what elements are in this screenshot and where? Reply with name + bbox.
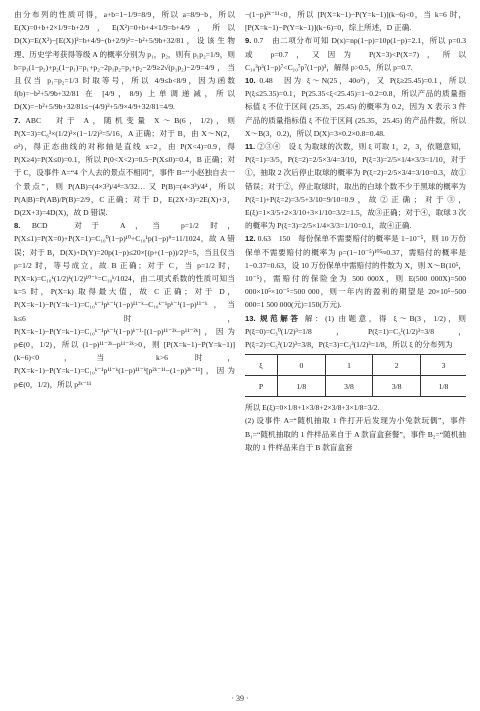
item-number: 12. bbox=[245, 234, 256, 244]
item-6-continuation: 由分布列的性质可得，a+b=1−1/9=8/9，所以 a=8/9−b，所以 E(X)=0+b+2×1/9=b+2/9，E(X²)=0+b+4×1/9=b+4/9，所以 D(X)=E(X²)−[E(X)]²=b+4/9−(b+2/9)²=−b²+5/9b+32/81，设该生物理、历史学考获得等级 A 的概率分别为 p₁，p₂，则有 p₁p₂=1/9，则 b=p₁(1−p₂)+p₂(1−p₁)=p₁+p₂−2p₁p₂=p₁+p₂−2/9≥2√(p₁p₂)−2/9=4/9，当且仅当 p₁=p₂=1/3 时取等号，所以 4/9≤b<8/9，因为函数 f(b)=−b²+5/9b+32/81 在 [4/9，8/9) 上单调递减，所以 D(X)=−b²+5/9b+32/81≤−(4/9)²+5/9×4/9+32/81=4/9. bbox=[14, 10, 235, 112]
two-column-body bbox=[14, 8, 466, 688]
table-cell: 3/8 bbox=[373, 376, 421, 397]
item-number: 13. bbox=[245, 313, 256, 323]
item-text: 0.48 因为 ξ～N(25，40σ²)，又 P(ξ≥25.45)=0.1，所以 P(ξ≤25.35)=0.1，P(25.35<ξ<25.45)=1−0.2=0.8，所以产品的质量指标值 ξ 不位于区间 (25.35，25.45) 的概率为 0.2，因为 X 表示 3 件产品的质量指标值 ξ 不位于区间 (25.35，25.45) 的产品件数，所以 X～B(3，0.2)，所以 D(X)=3×0.2×0.8=0.48. bbox=[245, 76, 466, 138]
item-number: 8. bbox=[14, 221, 21, 231]
item-13 bbox=[245, 312, 466, 352]
table-cell: ξ bbox=[245, 355, 278, 376]
item-text: ABC 对于 A，随机变量 X～B(6，1/2)，则 P(X=3)=C₆³×(1/2)³×(1−1/2)³=5/16，A 正确；对于 B，由 X～N(2，σ²)，得正态曲线的对称轴是直线 x=2，由 P(X<4)=0.9，得 P(X≥4)=P(X≤0)=0.1，所以 P(0<X<2)=0.5−P(X≤0)=0.4，B 正确；对于 C，设事件 A=“4 个人去的景点不相同”，事件 B=“小赵独自去一个景点”，则 P(AB)=(4×3³)/4⁴=3/32… 又 P(B)=(4×3³)/4⁴，所以 P(A|B)=P(AB)/P(B)=2/9，C 正确；对于 D，E(2X+3)=2E(X)+3，D(2X+3)=4D(X)，故 D 错误. bbox=[14, 115, 235, 218]
item-text: BCD 对于 A，当 p=1/2 时，P(X≤1)=P(X=0)+P(X=1)=C₁₀⁰(1−p)¹⁰+C₁₀¹p(1−p)⁹=11/1024，故 A 错误；对于 B，D(X)+D(Y)=20p(1−p)≤20×[(p+(1−p))/2]²=5，当且仅当 p=1/2 时，等号成立，故 B 正确；对于 C，当 p=1/2 时，P(X=k)=C₁₀ᵏ(1/2)ᵏ(1/2)¹⁰⁻ᵏ=C₁₀ᵏ/1024，由二项式系数的性质可知当 k=5 时，P(X=k) 取得最大值，故 C 正确；对于 D，P(X=k−1)−P(Y=k−1)=C₁₀ᵏ⁻¹pᵏ⁻¹(1−p)¹¹⁻ᵏ−C₁₀ᵏ⁻¹pᵏ⁻¹(1−p)¹¹⁻ᵏ，当 k≤6 时，P(X=k−1)−P(Y=k−1)=C₁₀ᵏ⁻¹pᵏ⁻¹(1−p)ᵏ⁻¹·[(1−p)¹¹⁻²ᵏ−p¹¹⁻²ᵏ]，因为 p∈(0，1/2)，所以 (1−p)¹¹⁻²ᵏ−p¹¹⁻²ᵏ>0，则 [P(X=k−1)−P(Y=k−1)](k−6)<0，当 k>6 时，P(X=k−1)−P(Y=k−1)=C₁₀ᵏ⁻¹p¹¹⁻ᵏ(1−p)¹¹⁻ᵏ[p²ᵏ⁻¹¹−(1−p)²ᵏ⁻¹¹]，因为 p∈(0，1/2)，所以 p²ᵏ⁻¹¹ bbox=[14, 221, 235, 389]
item-number: 10. bbox=[245, 76, 256, 86]
page-number: · 39 · bbox=[231, 694, 249, 703]
item-text: 解：(1) 由题意，得 ξ～B(3，1/2)，则 P(ξ=0)=C₃⁰(1/2)³=1/8，P(ξ=1)=C₃¹(1/2)³=3/8，P(ξ=2)=C₃²(1/2)³=3/8，P(ξ=3)=C₃³(1/2)³=1/8，所以 ξ 的分布列为 bbox=[245, 313, 466, 350]
item-8-continuation: −(1−p)²ᵏ⁻¹¹<0，所以 [P(X=k−1)−P(Y=k−1)](k−6)<0，当 k=6 时，[P(X=k−1)−P(Y=k−1)](k−6)=0，综上所述，D 正确. bbox=[245, 10, 466, 33]
item-text: 0.7 由二项分布可知 D(x)=np(1−p)=10p(1−p)=2.1，所以 p=0.3 或 p=0.7，又因为 P(X=3)<P(X=7)，所以 C₁₀³p³(1−p)⁷<C₁₀⁷p⁷(1−p)³，解得 p>0.5，所以 p=0.7. bbox=[245, 36, 466, 72]
item-13-part-2: (2) 设事件 A=“随机抽取 1 件打开后发现为小兔款玩偶”，事件 B₁=“随机抽取的 1 件样品来自于 A 款盲盒套餐”，事件 B₂=“随机抽取的 1 件样品来自于 B 款盲盒套 bbox=[245, 416, 466, 452]
item-number: 9. bbox=[245, 36, 252, 46]
table-cell: 2 bbox=[373, 355, 421, 376]
item-9 bbox=[245, 34, 466, 74]
item-number: 7. bbox=[14, 115, 21, 125]
item-7 bbox=[14, 114, 235, 220]
table-cell: 1 bbox=[325, 355, 373, 376]
item-number: 11. bbox=[245, 142, 256, 152]
item-12 bbox=[245, 232, 466, 311]
left-column bbox=[14, 8, 235, 688]
table-row bbox=[245, 355, 466, 376]
item-10 bbox=[245, 74, 466, 140]
table-cell: 1/8 bbox=[278, 376, 326, 397]
table-cell: 3 bbox=[421, 355, 466, 376]
table-cell: 1/8 bbox=[421, 376, 466, 397]
item-8 bbox=[14, 219, 235, 391]
distribution-table bbox=[245, 354, 466, 397]
table-row bbox=[245, 376, 466, 397]
table-cell: P bbox=[245, 376, 278, 397]
item-11 bbox=[245, 140, 466, 232]
table-cell: 3/8 bbox=[325, 376, 373, 397]
table-cell: 0 bbox=[278, 355, 326, 376]
item-text: ②③④ 设 ξ 为取球的次数，则 ξ 可取 1，2，3，依题意知，P(ξ=1)=3/5，P(ξ=2)=2/5×3/4=3/10，P(ξ=3)=2/5×1/4×3/3=1/10，对于①，抽取 2 次后停止取球的概率为 P(ξ=2)=2/5×3/4=3/10=0.3，故①错误；对于②，停止取球时，取出的白球个数不少于黑球的概率为 P(ξ=1)+P(ξ=2)=3/5+3/10=9/10=0.9，故②正确；对于③，E(ξ)=1×3/5+2×3/10+3×1/10=3/2=1.5，故③正确；对于④，取球 3 次的概率为 P(ξ=3)=2/5×1/4×3/3=1/10=0.1，故④正确. bbox=[245, 142, 466, 231]
expectation-line: 所以 E(ξ)=0×1/8+1×3/8+2×3/8+3×1/8=3/2. bbox=[245, 403, 380, 413]
item-heading: 规范解答 bbox=[260, 313, 301, 323]
item-text: 0.63 150 每份保单不需要赔付的概率是 1−10⁻⁵，则 10 万份保单不需要赔付的概率为 p=(1−10⁻⁵)¹⁰⁵≈0.37，需赔付的概率是 1−0.37=0.63，设 10 万份保单中需赔付的件数为 X，则 X～B(10⁵，10⁻⁵)，需赔付的保险金为 500 000X，则 E(500 000X)=500 000×10⁵×10⁻⁵=500 000，则一年内的盈利的期望是 20×10⁵−500 000=1 500 000(元)=150(万元). bbox=[245, 234, 466, 310]
right-column bbox=[245, 8, 466, 688]
